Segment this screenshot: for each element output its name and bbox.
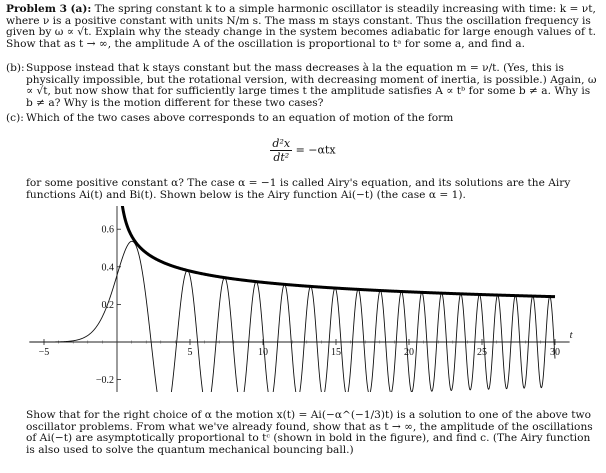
envelope-curve bbox=[121, 206, 555, 297]
y-tick-label: 0.4 bbox=[101, 262, 114, 274]
x-tick-label: 10 bbox=[258, 347, 268, 358]
chart-labels bbox=[39, 206, 574, 392]
part-a-text: The spring constant k to a simple harmonic oscillator is steadily increasing with time: k = νt, where ν is a positive constant with units N/m s. The mass m stays constant. Thus the oscillation frequency is given by ω ∝ √t. Explain why the steady change in the system becomes adiabatic for large enough values of t. Show that as t → ∞, the amplitude A of the oscillation is proportional to tᵃ for some a, and find a. bbox=[6, 3, 596, 50]
x-axis-label: t bbox=[569, 330, 573, 341]
equation-denominator: dt² bbox=[273, 151, 290, 164]
x-tick-label: −5 bbox=[38, 347, 50, 358]
part-c-label: (c): bbox=[6, 112, 24, 124]
part-b-text: Suppose instead that k stays constant but the mass decreases à la the equation m = ν/t. (Yes, this is physically impossible, but the rotational version, with decreasing moment of inertia, is possible.) Again, ω ∝ √t, but now show that for sufficiently large times t the amplitude satisfies A ∝ tᵇ for some b ≠ a. Why is b ≠ a? Why is the motion different for these two cases? bbox=[26, 62, 597, 109]
y-tick-label: 0.2 bbox=[101, 299, 114, 311]
airy-chart bbox=[0, 206, 606, 392]
x-tick-label: 5 bbox=[187, 347, 193, 358]
part-b-label: (b): bbox=[6, 62, 25, 74]
final-paragraph: Show that for the right choice of α the motion x(t) = Ai(−α^(−1/3)t) is a solution to one of the above two oscillator problems. From what we've already found, show that as t → ∞, the amplitude of the oscillations of Ai(−t) are asymptotically proportional to tᶜ (shown in bold in the figure), and find c. (The Airy function is also used to solve the quantum mechanical bouncing ball.) bbox=[26, 409, 593, 456]
after-equation-text: for some positive constant α? The case α = −1 is called Airy's equation, and its solutions are the Airy functions Ai(t) and Bi(t). Shown below is the Airy function Ai(−t) (the case α = 1). bbox=[26, 177, 571, 201]
airy-equation bbox=[0, 137, 606, 164]
x-tick-label: 25 bbox=[477, 347, 487, 358]
x-tick-label: 15 bbox=[331, 347, 341, 358]
part-c-text: Which of the two cases above corresponds to an equation of motion of the form bbox=[26, 112, 454, 124]
equation-rhs: = −αtx bbox=[295, 143, 336, 157]
problem-title: Problem 3 bbox=[6, 3, 68, 15]
x-tick-label: 30 bbox=[550, 347, 560, 358]
equation-fraction bbox=[270, 137, 292, 164]
y-tick-label: −0.2 bbox=[95, 375, 114, 387]
equation-numerator: d²x bbox=[272, 137, 291, 150]
part-a-label: (a): bbox=[70, 3, 92, 15]
part-a-paragraph bbox=[6, 4, 602, 50]
x-tick-label: 20 bbox=[404, 347, 414, 358]
y-tick-label: 0.6 bbox=[101, 224, 114, 236]
